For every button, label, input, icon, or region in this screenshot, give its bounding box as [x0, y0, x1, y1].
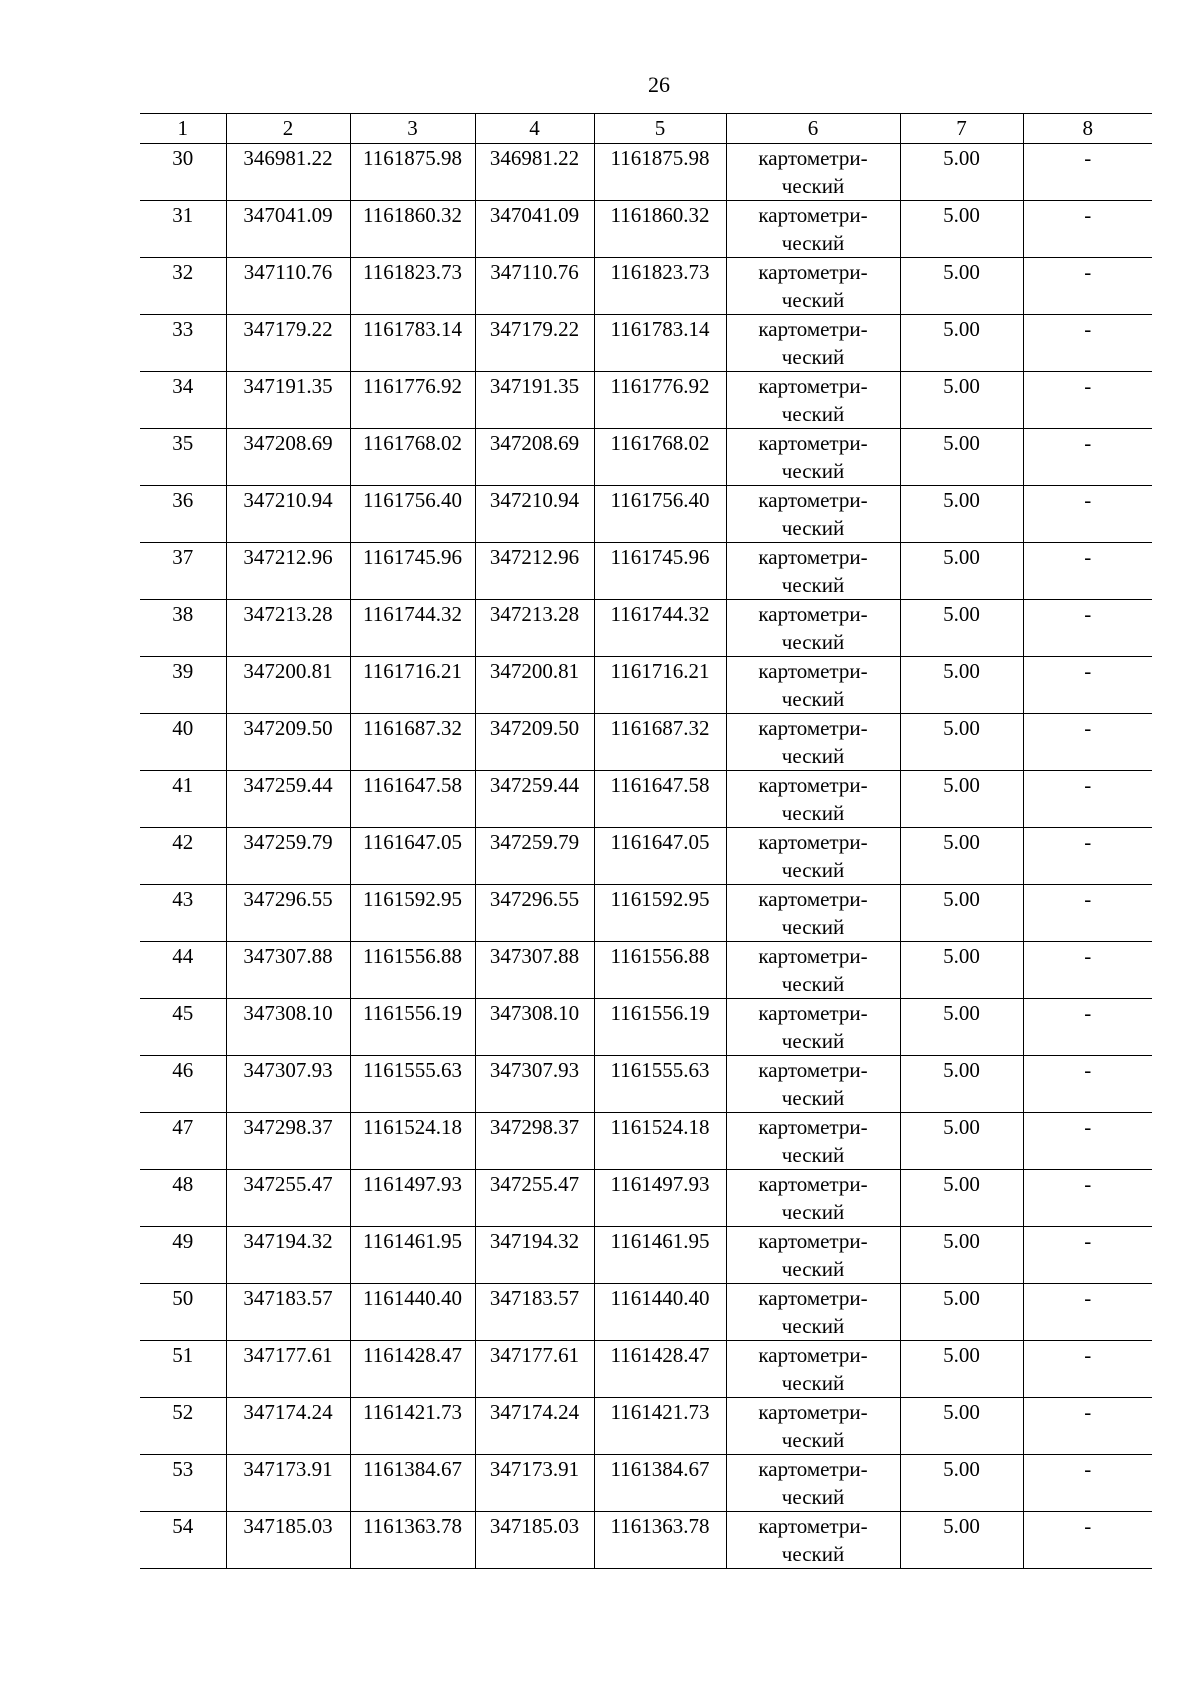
method-cell — [726, 714, 900, 771]
accuracy-cell: 5.00 — [900, 1113, 1023, 1170]
method-text-line2: ческий — [781, 1314, 845, 1338]
y-coordinate-cell: 1161687.32 — [594, 714, 726, 771]
x-coordinate-cell: 347307.93 — [475, 1056, 594, 1113]
point-number-cell: 51 — [140, 1341, 226, 1398]
point-number-cell: 30 — [140, 144, 226, 201]
x-coordinate-cell: 347174.24 — [475, 1398, 594, 1455]
x-coordinate-cell: 347298.37 — [475, 1113, 594, 1170]
accuracy-cell: 5.00 — [900, 543, 1023, 600]
point-number-cell: 48 — [140, 1170, 226, 1227]
x-coordinate-cell: 347259.44 — [475, 771, 594, 828]
method-text-line2: ческий — [781, 630, 845, 654]
x-coordinate-cell: 346981.22 — [226, 144, 350, 201]
y-coordinate-cell: 1161497.93 — [350, 1170, 475, 1227]
header-cell: 6 — [726, 114, 900, 144]
method-text-line1: картометри- — [758, 1172, 868, 1196]
method-text-line1: картометри- — [758, 773, 868, 797]
description-cell: - — [1023, 714, 1152, 771]
x-coordinate-cell: 347255.47 — [475, 1170, 594, 1227]
method-cell — [726, 942, 900, 999]
description-cell: - — [1023, 1227, 1152, 1284]
x-coordinate-cell: 347185.03 — [475, 1512, 594, 1569]
point-number-cell: 33 — [140, 315, 226, 372]
description-cell: - — [1023, 771, 1152, 828]
x-coordinate-cell: 347213.28 — [226, 600, 350, 657]
point-number-cell: 34 — [140, 372, 226, 429]
y-coordinate-cell: 1161592.95 — [594, 885, 726, 942]
description-cell: - — [1023, 1398, 1152, 1455]
y-coordinate-cell: 1161756.40 — [350, 486, 475, 543]
y-coordinate-cell: 1161556.19 — [350, 999, 475, 1056]
method-text-line2: ческий — [781, 1143, 845, 1167]
method-text-line1: картометри- — [758, 1229, 868, 1253]
table-row — [140, 372, 1152, 429]
method-cell — [726, 1113, 900, 1170]
description-cell: - — [1023, 1512, 1152, 1569]
x-coordinate-cell: 347307.88 — [475, 942, 594, 999]
table-row — [140, 828, 1152, 885]
point-number-cell: 44 — [140, 942, 226, 999]
description-cell: - — [1023, 1170, 1152, 1227]
y-coordinate-cell: 1161860.32 — [594, 201, 726, 258]
table-row — [140, 1170, 1152, 1227]
x-coordinate-cell: 347191.35 — [226, 372, 350, 429]
y-coordinate-cell: 1161783.14 — [594, 315, 726, 372]
method-text-line1: картометри- — [758, 203, 868, 227]
y-coordinate-cell: 1161647.58 — [594, 771, 726, 828]
method-text-line1: картометри- — [758, 1001, 868, 1025]
y-coordinate-cell: 1161716.21 — [594, 657, 726, 714]
table-row — [140, 1398, 1152, 1455]
x-coordinate-cell: 347179.22 — [475, 315, 594, 372]
description-cell: - — [1023, 1341, 1152, 1398]
table-row — [140, 486, 1152, 543]
description-cell: - — [1023, 1284, 1152, 1341]
table-row — [140, 1284, 1152, 1341]
method-text-line1: картометри- — [758, 830, 868, 854]
method-cell — [726, 429, 900, 486]
description-cell: - — [1023, 1455, 1152, 1512]
y-coordinate-cell: 1161745.96 — [350, 543, 475, 600]
description-cell: - — [1023, 1056, 1152, 1113]
y-coordinate-cell: 1161860.32 — [350, 201, 475, 258]
accuracy-cell: 5.00 — [900, 1227, 1023, 1284]
header-cell: 3 — [350, 114, 475, 144]
method-cell — [726, 1227, 900, 1284]
method-cell — [726, 885, 900, 942]
accuracy-cell: 5.00 — [900, 372, 1023, 429]
accuracy-cell: 5.00 — [900, 828, 1023, 885]
table-row — [140, 1056, 1152, 1113]
y-coordinate-cell: 1161440.40 — [594, 1284, 726, 1341]
table-row — [140, 1113, 1152, 1170]
point-number-cell: 50 — [140, 1284, 226, 1341]
y-coordinate-cell: 1161497.93 — [594, 1170, 726, 1227]
method-text-line1: картометри- — [758, 431, 868, 455]
x-coordinate-cell: 347110.76 — [475, 258, 594, 315]
method-text-line2: ческий — [781, 345, 845, 369]
table-row — [140, 201, 1152, 258]
y-coordinate-cell: 1161421.73 — [350, 1398, 475, 1455]
description-cell: - — [1023, 201, 1152, 258]
table-body — [140, 114, 1152, 1569]
y-coordinate-cell: 1161556.88 — [350, 942, 475, 999]
method-text-line2: ческий — [781, 174, 845, 198]
y-coordinate-cell: 1161555.63 — [350, 1056, 475, 1113]
x-coordinate-cell: 347041.09 — [226, 201, 350, 258]
method-text-line2: ческий — [781, 402, 845, 426]
description-cell: - — [1023, 828, 1152, 885]
method-text-line2: ческий — [781, 972, 845, 996]
x-coordinate-cell: 347173.91 — [226, 1455, 350, 1512]
method-cell — [726, 1284, 900, 1341]
method-cell — [726, 258, 900, 315]
x-coordinate-cell: 347212.96 — [475, 543, 594, 600]
y-coordinate-cell: 1161440.40 — [350, 1284, 475, 1341]
y-coordinate-cell: 1161875.98 — [594, 144, 726, 201]
method-cell — [726, 828, 900, 885]
y-coordinate-cell: 1161776.92 — [350, 372, 475, 429]
y-coordinate-cell: 1161556.88 — [594, 942, 726, 999]
x-coordinate-cell: 347209.50 — [226, 714, 350, 771]
point-number-cell: 46 — [140, 1056, 226, 1113]
x-coordinate-cell: 347179.22 — [226, 315, 350, 372]
table-row — [140, 999, 1152, 1056]
table-row — [140, 258, 1152, 315]
method-cell — [726, 201, 900, 258]
method-text-line2: ческий — [781, 1029, 845, 1053]
y-coordinate-cell: 1161823.73 — [350, 258, 475, 315]
accuracy-cell: 5.00 — [900, 1341, 1023, 1398]
point-number-cell: 32 — [140, 258, 226, 315]
point-number-cell: 40 — [140, 714, 226, 771]
y-coordinate-cell: 1161744.32 — [594, 600, 726, 657]
x-coordinate-cell: 347200.81 — [226, 657, 350, 714]
y-coordinate-cell: 1161823.73 — [594, 258, 726, 315]
x-coordinate-cell: 347183.57 — [226, 1284, 350, 1341]
method-cell — [726, 657, 900, 714]
x-coordinate-cell: 347259.79 — [475, 828, 594, 885]
description-cell: - — [1023, 600, 1152, 657]
point-number-cell: 39 — [140, 657, 226, 714]
y-coordinate-cell: 1161461.95 — [350, 1227, 475, 1284]
x-coordinate-cell: 347194.32 — [475, 1227, 594, 1284]
x-coordinate-cell: 347194.32 — [226, 1227, 350, 1284]
description-cell: - — [1023, 657, 1152, 714]
accuracy-cell: 5.00 — [900, 999, 1023, 1056]
method-text-line2: ческий — [781, 687, 845, 711]
method-text-line2: ческий — [781, 288, 845, 312]
accuracy-cell: 5.00 — [900, 315, 1023, 372]
header-cell: 7 — [900, 114, 1023, 144]
table-row — [140, 714, 1152, 771]
method-text-line1: картометри- — [758, 488, 868, 512]
method-text-line2: ческий — [781, 573, 845, 597]
y-coordinate-cell: 1161592.95 — [350, 885, 475, 942]
method-text-line2: ческий — [781, 1371, 845, 1395]
x-coordinate-cell: 347210.94 — [475, 486, 594, 543]
y-coordinate-cell: 1161768.02 — [594, 429, 726, 486]
method-text-line1: картометри- — [758, 1286, 868, 1310]
y-coordinate-cell: 1161524.18 — [594, 1113, 726, 1170]
x-coordinate-cell: 347259.44 — [226, 771, 350, 828]
accuracy-cell: 5.00 — [900, 771, 1023, 828]
x-coordinate-cell: 347174.24 — [226, 1398, 350, 1455]
x-coordinate-cell: 347308.10 — [226, 999, 350, 1056]
method-cell — [726, 999, 900, 1056]
method-text-line2: ческий — [781, 858, 845, 882]
method-text-line2: ческий — [781, 516, 845, 540]
x-coordinate-cell: 347208.69 — [226, 429, 350, 486]
description-cell: - — [1023, 1113, 1152, 1170]
method-text-line1: картометри- — [758, 1514, 868, 1538]
x-coordinate-cell: 347255.47 — [226, 1170, 350, 1227]
accuracy-cell: 5.00 — [900, 1284, 1023, 1341]
method-text-line1: картометри- — [758, 1115, 868, 1139]
accuracy-cell: 5.00 — [900, 942, 1023, 999]
point-number-cell: 35 — [140, 429, 226, 486]
x-coordinate-cell: 347177.61 — [226, 1341, 350, 1398]
accuracy-cell: 5.00 — [900, 258, 1023, 315]
description-cell: - — [1023, 258, 1152, 315]
y-coordinate-cell: 1161555.63 — [594, 1056, 726, 1113]
x-coordinate-cell: 347191.35 — [475, 372, 594, 429]
method-text-line2: ческий — [781, 744, 845, 768]
method-text-line2: ческий — [781, 231, 845, 255]
table-row — [140, 1512, 1152, 1569]
method-text-line1: картометри- — [758, 545, 868, 569]
method-text-line1: картометри- — [758, 602, 868, 626]
table-row — [140, 1341, 1152, 1398]
description-cell: - — [1023, 315, 1152, 372]
description-cell: - — [1023, 885, 1152, 942]
y-coordinate-cell: 1161363.78 — [594, 1512, 726, 1569]
table-row — [140, 429, 1152, 486]
accuracy-cell: 5.00 — [900, 1398, 1023, 1455]
method-text-line2: ческий — [781, 1485, 845, 1509]
x-coordinate-cell: 347173.91 — [475, 1455, 594, 1512]
method-cell — [726, 1512, 900, 1569]
page-number: 26 — [648, 72, 670, 97]
method-cell — [726, 372, 900, 429]
method-cell — [726, 1398, 900, 1455]
x-coordinate-cell: 347307.93 — [226, 1056, 350, 1113]
accuracy-cell: 5.00 — [900, 714, 1023, 771]
method-cell — [726, 543, 900, 600]
x-coordinate-cell: 347259.79 — [226, 828, 350, 885]
accuracy-cell: 5.00 — [900, 1512, 1023, 1569]
x-coordinate-cell: 347298.37 — [226, 1113, 350, 1170]
x-coordinate-cell: 347296.55 — [475, 885, 594, 942]
x-coordinate-cell: 347212.96 — [226, 543, 350, 600]
y-coordinate-cell: 1161716.21 — [350, 657, 475, 714]
accuracy-cell: 5.00 — [900, 1455, 1023, 1512]
point-number-cell: 43 — [140, 885, 226, 942]
y-coordinate-cell: 1161776.92 — [594, 372, 726, 429]
method-text-line2: ческий — [781, 1086, 845, 1110]
x-coordinate-cell: 347308.10 — [475, 999, 594, 1056]
description-cell: - — [1023, 942, 1152, 999]
method-cell — [726, 315, 900, 372]
point-number-cell: 54 — [140, 1512, 226, 1569]
method-cell — [726, 771, 900, 828]
method-text-line1: картометри- — [758, 659, 868, 683]
x-coordinate-cell: 347185.03 — [226, 1512, 350, 1569]
description-cell: - — [1023, 543, 1152, 600]
x-coordinate-cell: 347210.94 — [226, 486, 350, 543]
accuracy-cell: 5.00 — [900, 657, 1023, 714]
y-coordinate-cell: 1161421.73 — [594, 1398, 726, 1455]
header-cell: 1 — [140, 114, 226, 144]
method-cell — [726, 1170, 900, 1227]
method-text-line2: ческий — [781, 1542, 845, 1566]
table-row — [140, 543, 1152, 600]
table-row — [140, 600, 1152, 657]
x-coordinate-cell: 346981.22 — [475, 144, 594, 201]
y-coordinate-cell: 1161524.18 — [350, 1113, 475, 1170]
table-row — [140, 144, 1152, 201]
x-coordinate-cell: 347200.81 — [475, 657, 594, 714]
method-cell — [726, 144, 900, 201]
method-cell — [726, 1455, 900, 1512]
point-number-cell: 36 — [140, 486, 226, 543]
point-number-cell: 47 — [140, 1113, 226, 1170]
y-coordinate-cell: 1161756.40 — [594, 486, 726, 543]
y-coordinate-cell: 1161647.05 — [594, 828, 726, 885]
method-text-line1: картометри- — [758, 887, 868, 911]
table-row — [140, 657, 1152, 714]
y-coordinate-cell: 1161783.14 — [350, 315, 475, 372]
x-coordinate-cell: 347041.09 — [475, 201, 594, 258]
method-text-line1: картометри- — [758, 317, 868, 341]
accuracy-cell: 5.00 — [900, 144, 1023, 201]
y-coordinate-cell: 1161875.98 — [350, 144, 475, 201]
accuracy-cell: 5.00 — [900, 600, 1023, 657]
y-coordinate-cell: 1161428.47 — [350, 1341, 475, 1398]
table-row — [140, 1455, 1152, 1512]
y-coordinate-cell: 1161745.96 — [594, 543, 726, 600]
description-cell: - — [1023, 144, 1152, 201]
table-row — [140, 942, 1152, 999]
description-cell: - — [1023, 486, 1152, 543]
method-text-line1: картометри- — [758, 1457, 868, 1481]
point-number-cell: 45 — [140, 999, 226, 1056]
header-cell: 4 — [475, 114, 594, 144]
y-coordinate-cell: 1161556.19 — [594, 999, 726, 1056]
y-coordinate-cell: 1161687.32 — [350, 714, 475, 771]
point-number-cell: 37 — [140, 543, 226, 600]
x-coordinate-cell: 347213.28 — [475, 600, 594, 657]
accuracy-cell: 5.00 — [900, 1170, 1023, 1227]
table-header-row — [140, 114, 1152, 144]
accuracy-cell: 5.00 — [900, 1056, 1023, 1113]
method-text-line1: картометри- — [758, 260, 868, 284]
point-number-cell: 31 — [140, 201, 226, 258]
y-coordinate-cell: 1161768.02 — [350, 429, 475, 486]
accuracy-cell: 5.00 — [900, 429, 1023, 486]
table-row — [140, 315, 1152, 372]
y-coordinate-cell: 1161461.95 — [594, 1227, 726, 1284]
description-cell: - — [1023, 372, 1152, 429]
method-text-line1: картометри- — [758, 1343, 868, 1367]
x-coordinate-cell: 347296.55 — [226, 885, 350, 942]
y-coordinate-cell: 1161647.05 — [350, 828, 475, 885]
x-coordinate-cell: 347209.50 — [475, 714, 594, 771]
accuracy-cell: 5.00 — [900, 885, 1023, 942]
description-cell: - — [1023, 429, 1152, 486]
method-text-line2: ческий — [781, 1257, 845, 1281]
method-text-line2: ческий — [781, 1200, 845, 1224]
x-coordinate-cell: 347208.69 — [475, 429, 594, 486]
table-row — [140, 1227, 1152, 1284]
method-text-line1: картометри- — [758, 1058, 868, 1082]
method-text-line2: ческий — [781, 1428, 845, 1452]
method-cell — [726, 600, 900, 657]
y-coordinate-cell: 1161384.67 — [350, 1455, 475, 1512]
point-number-cell: 52 — [140, 1398, 226, 1455]
header-cell: 8 — [1023, 114, 1152, 144]
method-text-line1: картометри- — [758, 1400, 868, 1424]
method-text-line1: картометри- — [758, 716, 868, 740]
x-coordinate-cell: 347183.57 — [475, 1284, 594, 1341]
method-text-line1: картометри- — [758, 944, 868, 968]
table-row — [140, 885, 1152, 942]
method-text-line1: картометри- — [758, 146, 868, 170]
method-cell — [726, 1056, 900, 1113]
method-text-line2: ческий — [781, 801, 845, 825]
point-number-cell: 53 — [140, 1455, 226, 1512]
y-coordinate-cell: 1161647.58 — [350, 771, 475, 828]
point-number-cell: 49 — [140, 1227, 226, 1284]
x-coordinate-cell: 347177.61 — [475, 1341, 594, 1398]
method-cell — [726, 486, 900, 543]
method-cell — [726, 1341, 900, 1398]
header-cell: 5 — [594, 114, 726, 144]
method-text-line2: ческий — [781, 459, 845, 483]
point-number-cell: 42 — [140, 828, 226, 885]
x-coordinate-cell: 347110.76 — [226, 258, 350, 315]
y-coordinate-cell: 1161384.67 — [594, 1455, 726, 1512]
accuracy-cell: 5.00 — [900, 201, 1023, 258]
table-row — [140, 771, 1152, 828]
point-number-cell: 41 — [140, 771, 226, 828]
y-coordinate-cell: 1161744.32 — [350, 600, 475, 657]
method-text-line2: ческий — [781, 915, 845, 939]
y-coordinate-cell: 1161363.78 — [350, 1512, 475, 1569]
method-text-line1: картометри- — [758, 374, 868, 398]
accuracy-cell: 5.00 — [900, 486, 1023, 543]
coordinates-table — [140, 113, 1152, 1569]
x-coordinate-cell: 347307.88 — [226, 942, 350, 999]
header-cell: 2 — [226, 114, 350, 144]
y-coordinate-cell: 1161428.47 — [594, 1341, 726, 1398]
point-number-cell: 38 — [140, 600, 226, 657]
description-cell: - — [1023, 999, 1152, 1056]
